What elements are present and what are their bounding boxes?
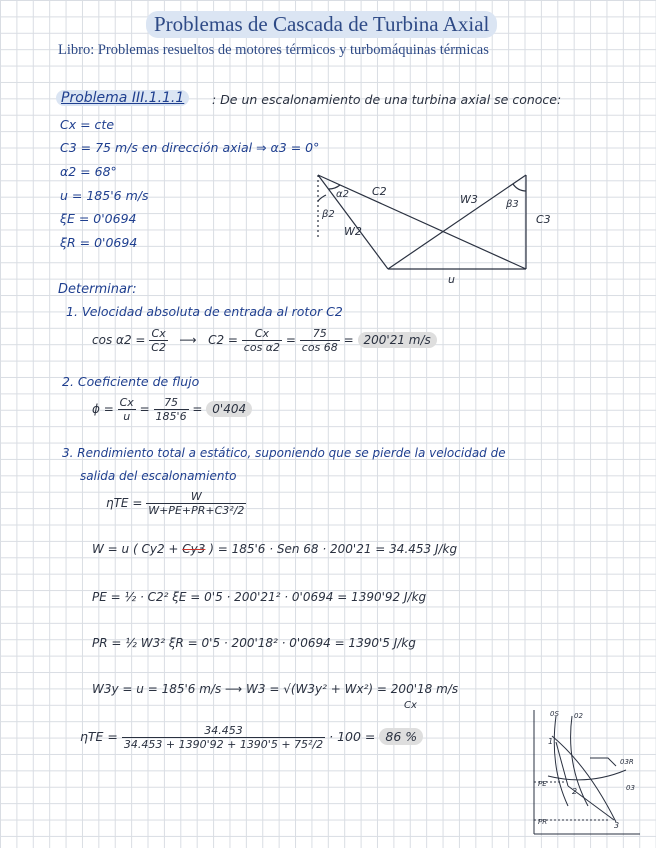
q1-equation: cos α2 = $\frac{Cx}{C2}$ ⟶ C2 = $\frac{Cx}{\text{cos α2}}$ = $\frac{75}{\cos 68}$ = 200'21 m/s <box>92 327 437 354</box>
hs-label-03r: 03R <box>620 758 634 766</box>
final-result: 86 % <box>379 728 423 745</box>
q2-phi: ϕ = <box>92 402 114 416</box>
determine-heading: Determinar: <box>58 282 137 297</box>
triangle-w3-line <box>388 175 526 269</box>
q1-cos: cos <box>92 333 113 347</box>
hs-label-pe: PE <box>538 780 547 788</box>
page-title: Problemas de Cascada de Turbina Axial <box>146 11 497 38</box>
hs-label-0s: 0S <box>550 710 559 718</box>
w-equation: W = u ( Cy2 + Cy3 ) = 185'6 · Sen 68 · 200'21 = 34.453 J/kg <box>92 542 458 556</box>
w3y-equation: W3y = u = 185'6 m/s ⟶ W3 = √(W3y² + Wx²) = 200'18 m/s <box>92 682 459 696</box>
question-3-line-2: salida del escalonamiento <box>80 469 237 483</box>
hs-label-3: 3 <box>614 821 620 830</box>
q1-fraction-3: $\frac{75}{\cos 68}$ <box>301 327 338 354</box>
q2-fraction-1: $\frac{Cx}{u}$ <box>119 396 134 423</box>
label-alpha2: α2 <box>336 189 349 200</box>
pe-equation: PE = ½ · C2² ξE = 0'5 · 200'21² · 0'0694 = 1390'92 J/kg <box>92 590 427 604</box>
q1-lhs2: C2 = <box>208 333 238 347</box>
hs-label-2: 2 <box>572 787 578 796</box>
hs-label-03: 03 <box>626 784 635 792</box>
q1-result: 200'21 m/s <box>358 332 437 348</box>
q1-fraction-1: $\frac{Cx}{C2}$ <box>151 327 166 354</box>
given-line: α2 = 68° <box>60 164 117 179</box>
label-c3: C3 <box>536 213 551 226</box>
label-c2: C2 <box>372 185 387 198</box>
problem-label-block <box>56 90 189 106</box>
cx-note: Cx <box>404 700 417 711</box>
question-1: 1. Velocidad absoluta de entrada al rotor C2 <box>66 304 343 319</box>
problem-label: Problema III.1.1.1 <box>56 90 189 106</box>
given-line: ξR = 0'0694 <box>60 235 138 250</box>
label-u: u <box>448 273 455 286</box>
beta2-arc <box>318 195 326 201</box>
given-line: Cx = cte <box>60 117 115 132</box>
q1-alpha: α2 = <box>116 333 146 347</box>
hs-label-pr: PR <box>538 818 548 826</box>
final-efficiency: ηTE = $\frac{34.453}{\text{34.453 + 1390'92 + 1390'5 + 75²/2}}$ · 100 = 86 % <box>80 724 423 751</box>
velocity-triangle-diagram <box>300 165 570 290</box>
given-line: u = 185'6 m/s <box>60 188 149 203</box>
q2-result: 0'404 <box>206 401 252 417</box>
eta-definition: ηTE = $\frac{W}{\text{W+PE+PR+C3²/2}}$ <box>106 490 245 517</box>
label-beta3: β3 <box>506 199 519 210</box>
crossed-cy3: Cy3 <box>182 542 206 556</box>
triangle-c2-line <box>318 175 526 269</box>
hs-label-02: 02 <box>574 712 583 720</box>
final-fraction: $\frac{34.453}{\text{34.453 + 1390'92 + 1390'5 + 75²/2}}$ <box>123 724 324 751</box>
problem-statement: : De un escalonamiento de una turbina axial se conoce: <box>212 92 562 107</box>
q1-fraction-2: $\frac{Cx}{\text{cos α2}}$ <box>243 327 281 354</box>
given-line: C3 = 75 m/s en dirección axial ⇒ α3 = 0° <box>60 140 320 155</box>
q1-arrow: ⟶ <box>179 333 197 347</box>
q2-fraction-2: $\frac{75}{185'6}$ <box>155 396 187 423</box>
q2-equation: ϕ = $\frac{Cx}{u}$ = $\frac{75}{185'6}$ = 0'404 <box>92 396 252 423</box>
page-subtitle: Libro: Problemas resueltos de motores térmicos y turbomáquinas térmicas <box>58 42 489 58</box>
label-w2: W2 <box>344 225 362 238</box>
question-2: 2. Coeficiente de flujo <box>62 374 200 389</box>
hs-diagram <box>528 706 648 842</box>
eta-fraction: $\frac{W}{\text{W+PE+PR+C3²/2}}$ <box>148 490 245 517</box>
question-3-line-1: 3. Rendimiento total a estático, suponiendo que se pierde la velocidad de <box>62 446 506 460</box>
hs-label-1: 1 <box>548 737 554 746</box>
given-line: ξE = 0'0694 <box>60 211 137 226</box>
pr-equation: PR = ½ W3² ξR = 0'5 · 200'18² · 0'0694 = 1390'5 J/kg <box>92 636 416 650</box>
label-beta2: β2 <box>322 209 335 220</box>
beta3-arc <box>513 184 526 191</box>
label-w3: W3 <box>460 193 478 206</box>
